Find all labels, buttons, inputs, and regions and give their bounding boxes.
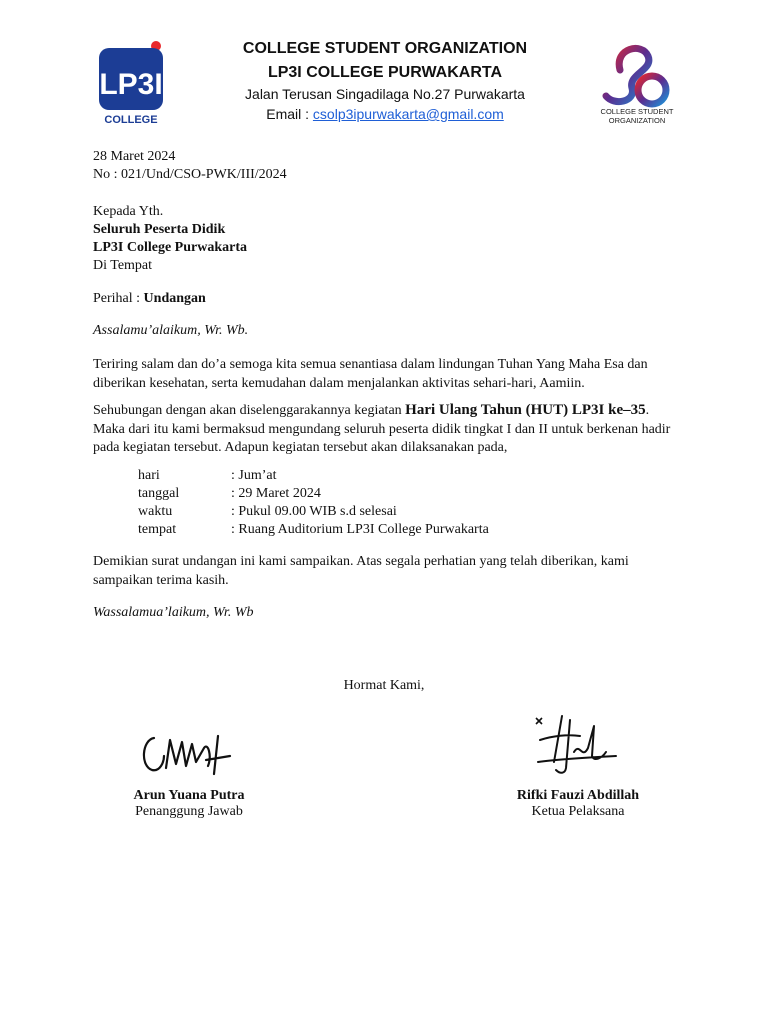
detail-value: : Pukul 09.00 WIB s.d selesai [231,504,397,519]
org-name-line2: LP3I COLLEGE PURWAKARTA [267,64,503,81]
body-paragraph-1: Teriring salam dan do’a semoga kita semua senantiasa dalam lindungan Tuhan Yang Maha Esa dan diberikan kesehatan, serta kemudahan dalam menjalankan aktivitas sehari-hari, Aamiin. [93,357,648,391]
cso-logo-caption-1: COLLEGE STUDENT [600,107,674,116]
letter-date: 28 Maret 2024 [93,149,176,164]
detail-value: : Ruang Auditorium LP3I College Purwakarta [231,522,489,537]
signature-right [532,712,624,778]
closing-phrase: Hormat Kami, [343,678,425,693]
signer-right-name: Rifki Fauzi Abdillah [516,788,640,803]
event-name: Hari Ulang Tahun (HUT) LP3I ke–35 [405,402,646,418]
lp3i-logo-caption: COLLEGE [104,114,158,126]
detail-label: tanggal [138,486,180,501]
signer-left-role: Penanggung Jawab [135,804,243,819]
subject-line [93,290,206,308]
closing-salam: Wassalamua’laikum, Wr. Wb [93,605,254,620]
detail-row [138,521,489,539]
signer-right-role: Ketua Pelaksana [531,804,625,819]
lp3i-college-logo [96,40,168,126]
opening-salam: Assalamu’alaikum, Wr. Wb. [93,323,249,338]
org-address: Jalan Terusan Singadilaga No.27 Purwakarta [245,86,525,102]
signature-left [138,726,238,780]
cso-logo-caption-2: ORGANIZATION [608,116,666,125]
p2-rest: . Maka dari itu kami bermaksud mengundang seluruh peserta didik tingkat I dan II untuk berkenan hadir pada kegiatan tersebut. Adapun kegiatan tersebut akan dilaksanakan pada, [93,403,671,455]
detail-row [138,467,277,485]
org-name-line1: COLLEGE STUDENT ORGANIZATION [242,40,528,57]
body-paragraph-3: Demikian surat undangan ini kami sampaikan. Atas segala perhatian yang telah diberikan, kami sampaikan terima kasih. [93,554,629,588]
subject-value: Undangan [143,291,206,306]
body-paragraph-2 [93,401,683,458]
signer-left-name: Arun Yuana Putra [133,788,245,803]
detail-row [138,485,321,503]
letter-number: No : 021/Und/CSO-PWK/III/2024 [93,167,287,182]
detail-label: tempat [138,522,177,537]
detail-label: hari [138,468,160,483]
p2-intro: Sehubungan dengan akan diselenggarakannya kegiatan [93,403,406,418]
recipient-greeting: Kepada Yth. [93,204,164,219]
recipient-institution: LP3I College Purwakarta [93,240,247,255]
email-label: Email : [266,106,313,122]
cso-logo [592,40,682,126]
detail-row [138,503,397,521]
subject-label: Perihal : [93,291,144,306]
recipient-name: Seluruh Peserta Didik [93,222,226,237]
email-link[interactable]: csolp3ipurwakarta@gmail.com [312,106,504,122]
detail-label: waktu [138,504,173,519]
detail-value: : Jum’at [231,468,277,483]
recipient-place: Di Tempat [93,258,153,273]
detail-value: : 29 Maret 2024 [231,486,321,501]
org-email-line [180,106,590,122]
lp3i-logo-text: LP3I [99,68,163,101]
